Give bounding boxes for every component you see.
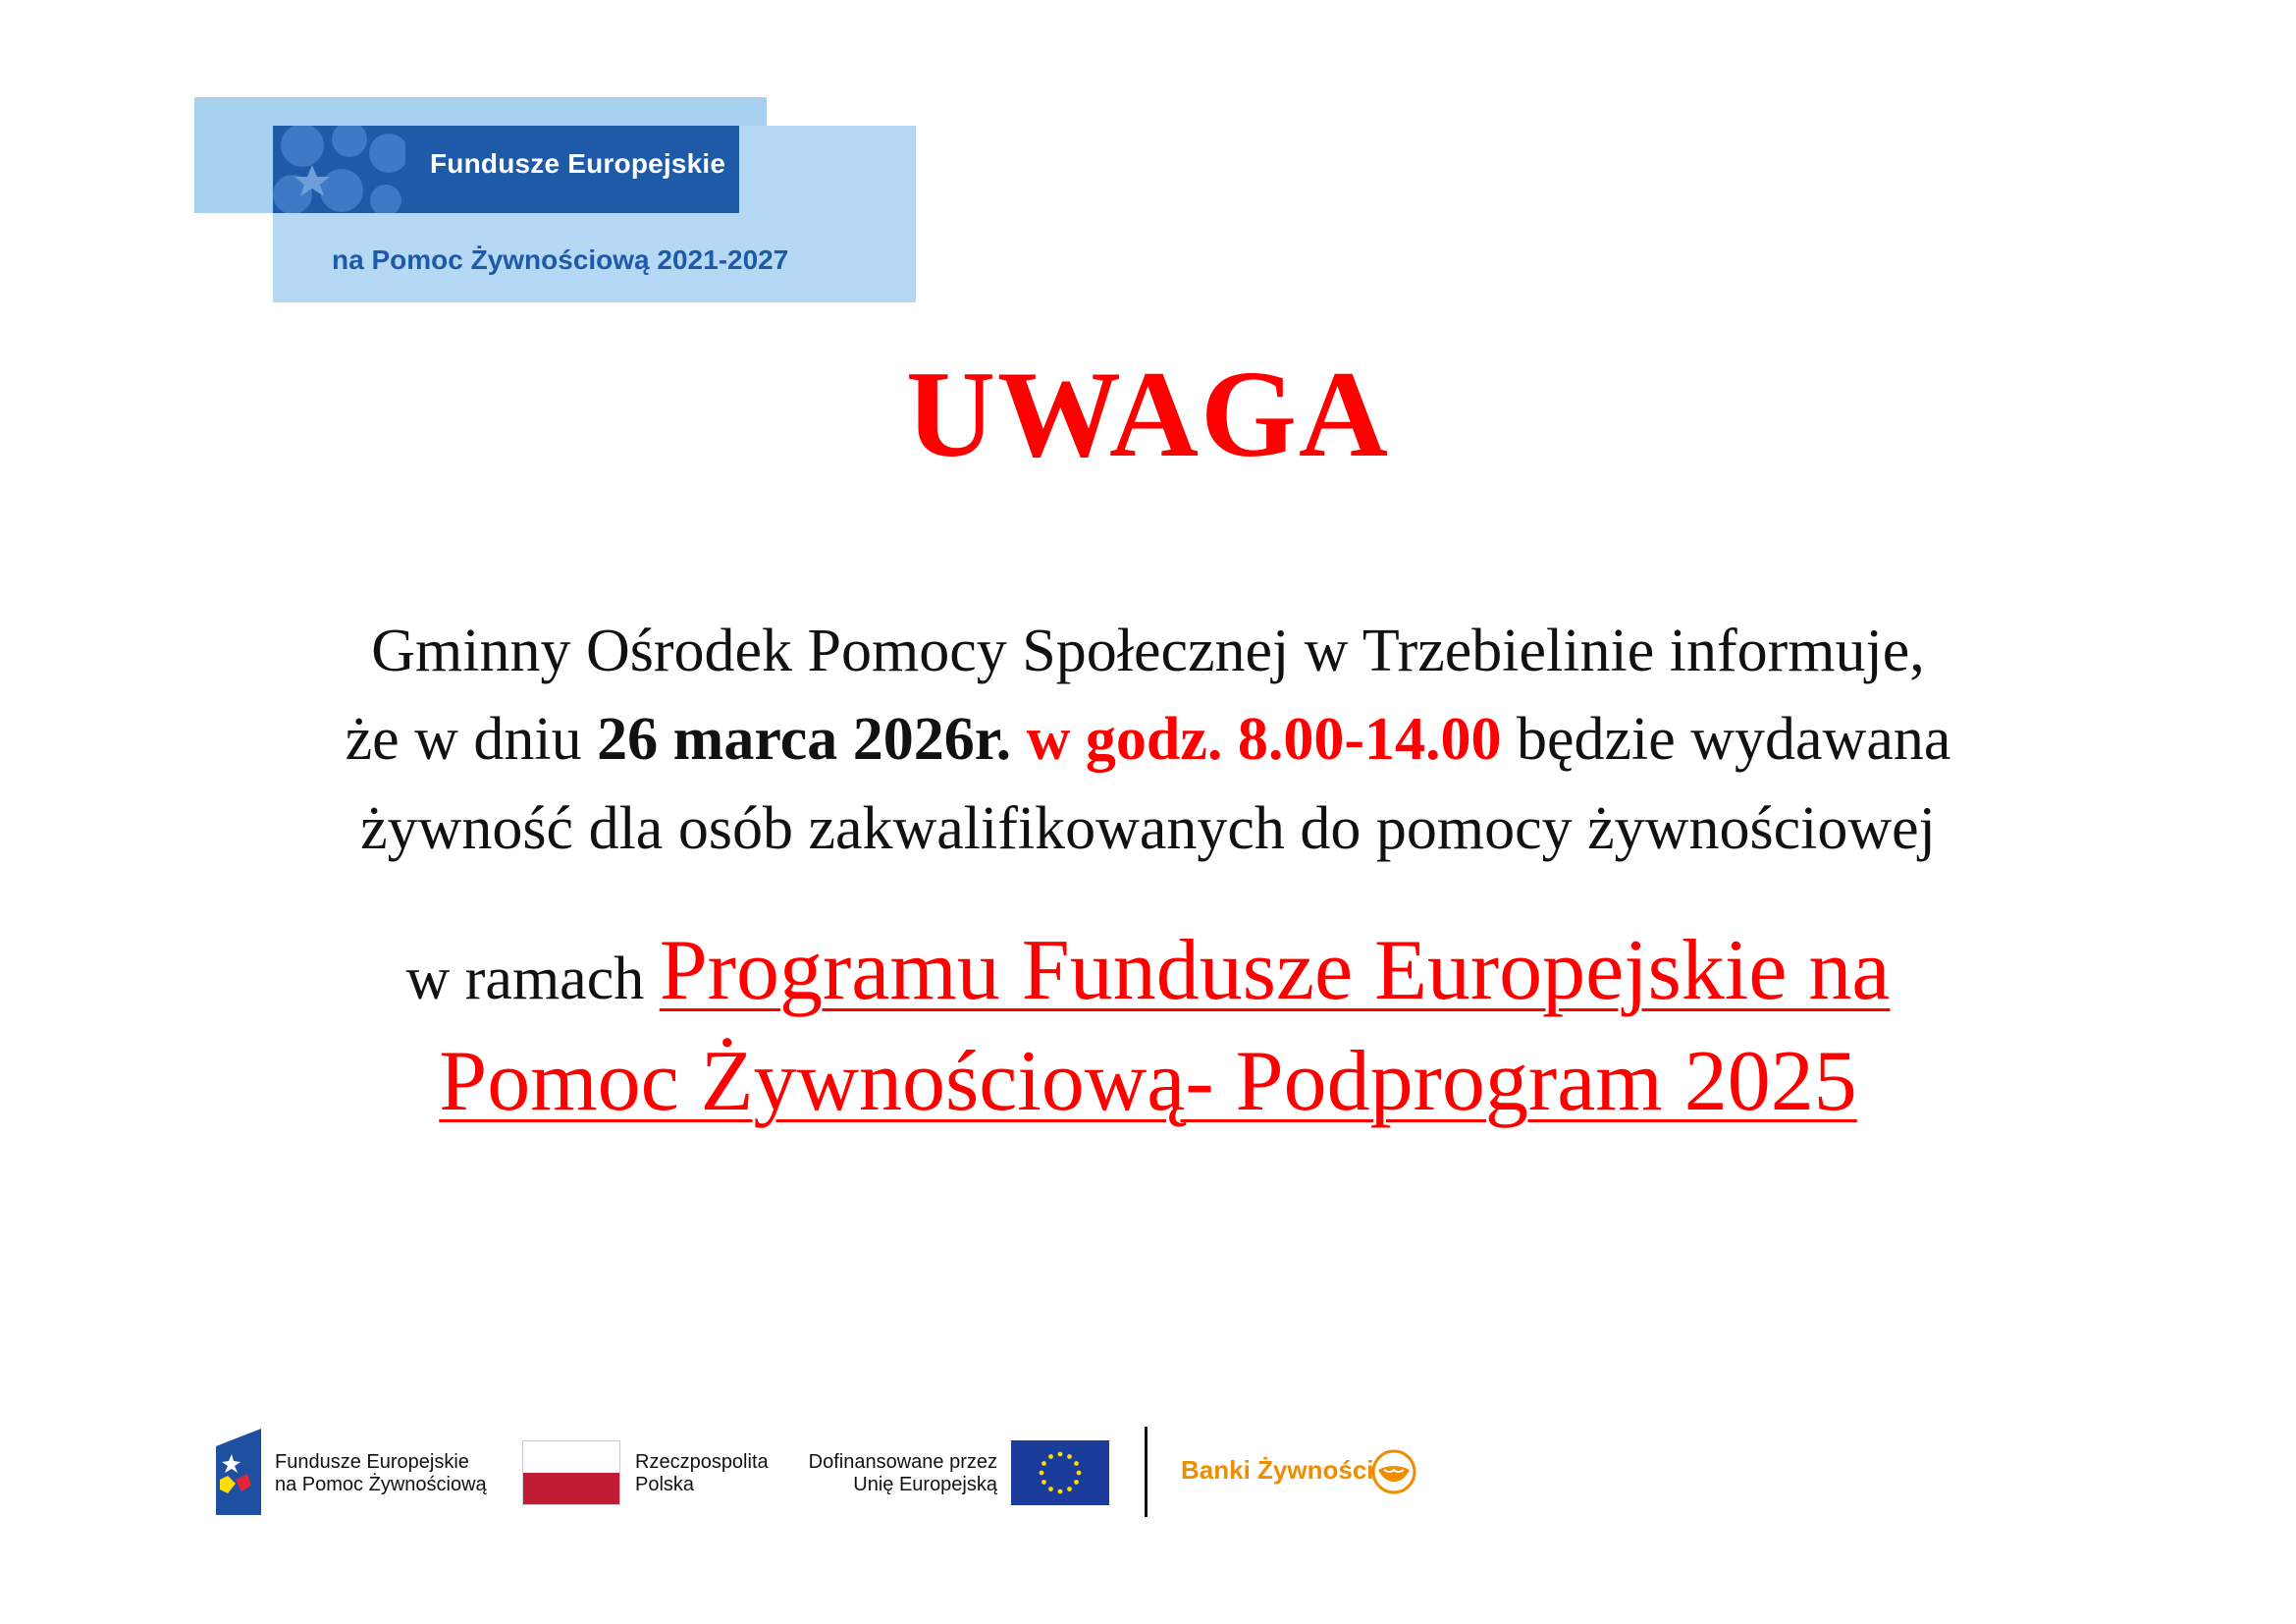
fe-footer-line-1: Fundusze Europejskie [275, 1451, 469, 1473]
banki-zywnosci-text: Banki Żywności [1181, 1455, 1374, 1485]
banki-zywnosci-logo-icon [1370, 1448, 1417, 1495]
polish-flag-icon [522, 1440, 620, 1505]
notice-line-4 [0, 923, 2296, 1018]
eu-footer-text [785, 1451, 997, 1496]
rp-footer-text [635, 1451, 769, 1496]
logo-title: Fundusze Europejskie [430, 148, 726, 179]
program-name-part-1: Programu Fundusze Europejskie na [659, 923, 1891, 1018]
notice-line-3: żywność dla osób zakwalifikowanych do pomocy żywnościowej [360, 795, 1936, 862]
eu-footer-line-2: Unię Europejską [853, 1474, 997, 1495]
notice-line-1: Gminny Ośrodek Pomocy Społecznej w Trzebielinie informuje, [371, 618, 1925, 684]
notice-line-2-prefix: że w dniu [345, 706, 598, 773]
eu-stars-icon [273, 126, 405, 213]
fe-footer-text [275, 1451, 487, 1496]
rp-footer-line-1: Rzeczpospolita [635, 1451, 769, 1473]
eu-footer-line-1: Dofinansowane przez [808, 1451, 997, 1473]
notice-line-2 [0, 706, 2296, 773]
footer-logo-strip [0, 1414, 2296, 1532]
fe-footer-line-2: na Pomoc Żywnościową [275, 1474, 487, 1495]
fe-program-logo [194, 97, 916, 303]
eu-flag-icon [1011, 1440, 1109, 1505]
distribution-hours: w godz. 8.00-14.00 [1026, 706, 1502, 773]
rp-footer-line-2: Polska [635, 1474, 695, 1495]
fe-stars-icon [216, 1429, 261, 1515]
distribution-date: 26 marca 2026r. [597, 706, 1012, 773]
logo-subtitle: na Pomoc Żywnościową 2021-2027 [332, 244, 789, 275]
program-name-part-2: Pomoc Żywnościową- Podprogram 2025 [439, 1034, 1857, 1129]
footer-divider [1145, 1427, 1148, 1517]
notice-line-2-suffix: będzie wydawana [1501, 706, 1951, 773]
notice-line-4-prefix: w ramach [405, 946, 660, 1012]
headline: UWAGA [905, 347, 1391, 483]
